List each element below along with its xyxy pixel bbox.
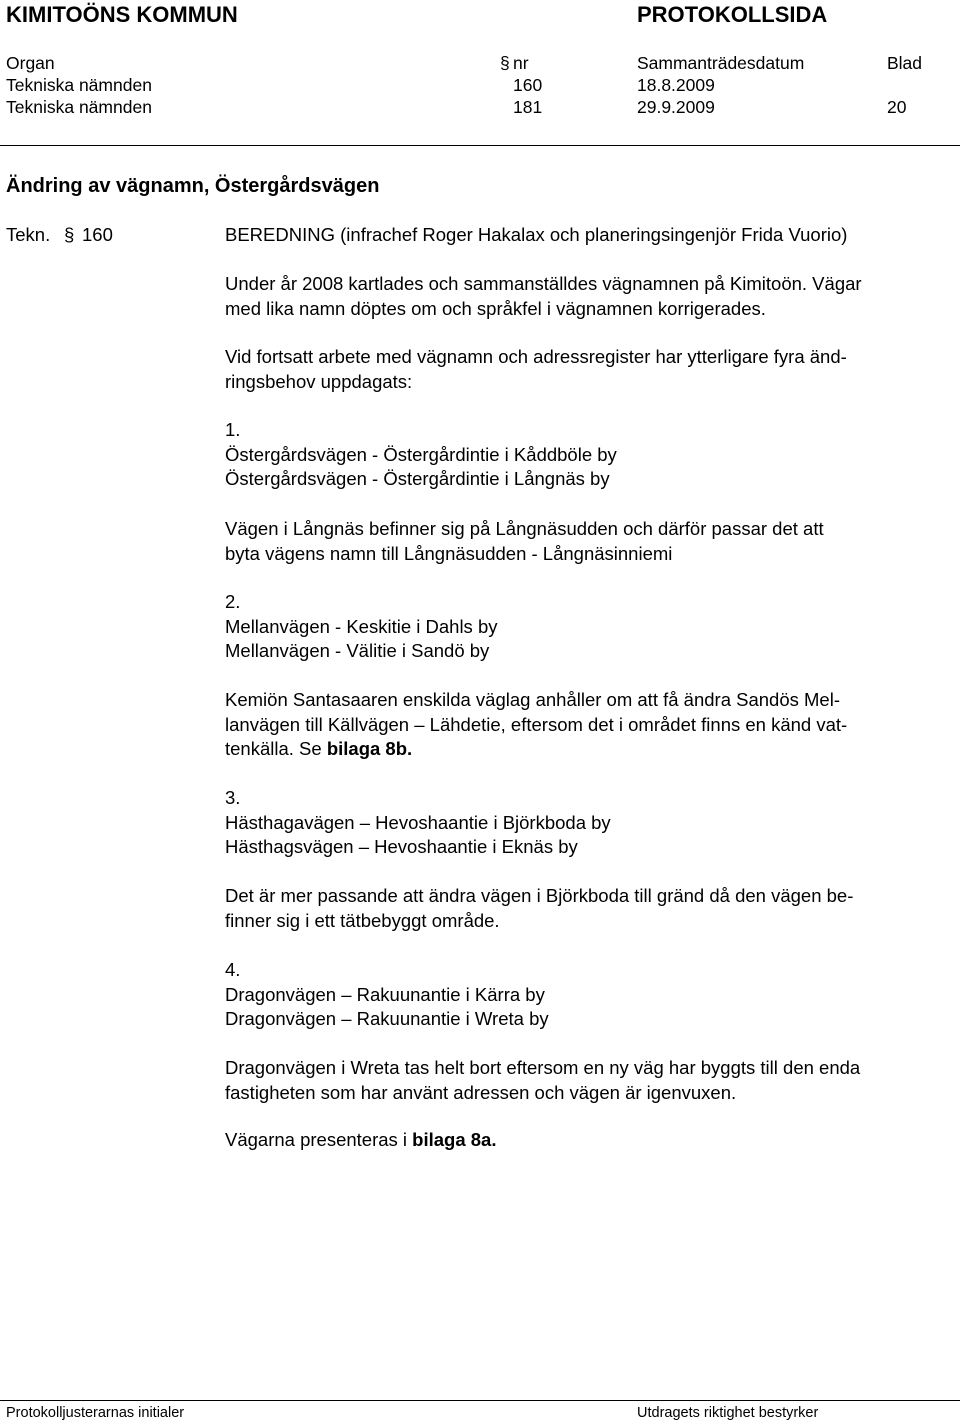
- closing-text: Vägarna presenteras i: [225, 1129, 413, 1150]
- item-name-2: Östergårdsvägen - Östergårdintie i Långnäs by: [225, 468, 610, 489]
- item-desc-1: Vägen i Långnäs befinner sig på Långnäsudden och därför passar det att: [225, 518, 824, 539]
- row-1-nr: 160: [513, 75, 543, 95]
- item-desc-1: Kemiön Santasaaren enskilda väglag anhåller om att få ändra Sandös Mel-: [225, 689, 840, 710]
- beredning-line: BEREDNING (infrachef Roger Hakalax och planeringsingenjör Frida Vuorio): [225, 224, 848, 245]
- item-number: 4.: [225, 959, 241, 980]
- item-1-description: [225, 517, 955, 566]
- item-desc-2: fastigheten som har använt adressen och vägen är igenvuxen.: [225, 1081, 737, 1103]
- item-4-description: [225, 1056, 955, 1105]
- ref-section-sign: §: [64, 224, 75, 245]
- item-number: 3.: [225, 787, 241, 808]
- intro-line-3: Vid fortsatt arbete med vägnamn och adressregister har ytterligare fyra änd-: [225, 346, 847, 367]
- item-name-1: Hästhagavägen – Hevoshaantie i Björkboda by: [225, 811, 611, 833]
- item-name-2: Dragonvägen – Rakuunantie i Wreta by: [225, 1008, 549, 1029]
- header-rule: [0, 145, 960, 146]
- col-nr-header: nr: [513, 53, 529, 73]
- closing-line: [225, 1128, 955, 1153]
- row-2-organ: Tekniska nämnden: [6, 97, 152, 117]
- intro-line-1: Under år 2008 kartlades och sammanställdes vägnamnen på Kimitoön. Vägar: [225, 273, 862, 294]
- row-2-date: 29.9.2009: [637, 97, 715, 117]
- footer-rule: [0, 1400, 960, 1401]
- item-name-2: Hästhagsvägen – Hevoshaantie i Eknäs by: [225, 836, 578, 857]
- ref-number: 160: [82, 224, 113, 245]
- municipality-name: KIMITOÖNS KOMMUN: [6, 2, 238, 27]
- col-organ-header: Organ: [6, 53, 55, 73]
- footer-certification-label: Utdragets riktighet bestyrker: [637, 1405, 819, 1421]
- intro-line-2: med lika namn döptes om och språkfel i vägnamnen korrigerades.: [225, 297, 766, 319]
- intro-paragraph-2: [225, 345, 955, 394]
- row-1-organ: Tekniska nämnden: [6, 75, 152, 95]
- item-name-2: Mellanvägen - Välitie i Sandö by: [225, 640, 490, 661]
- col-section-header: §: [500, 53, 510, 73]
- item-desc-1: Det är mer passande att ändra vägen i Björkboda till gränd då den vägen be-: [225, 885, 854, 906]
- intro-line-4: ringsbehov uppdagats:: [225, 370, 413, 392]
- item-desc-2: lanvägen till Källvägen – Lähdetie, eftersom det i området finns en känd vat-: [225, 713, 848, 735]
- item-number: 2.: [225, 591, 241, 612]
- attachment-ref-8a: bilaga 8a.: [412, 1129, 497, 1150]
- item-name-1: Östergårdsvägen - Östergårdintie i Kåddböle by: [225, 443, 617, 465]
- col-page-header: Blad: [887, 53, 923, 73]
- closing-paragraph: [225, 1128, 955, 1153]
- item-desc-2: finner sig i ett tätbebyggt område.: [225, 909, 500, 931]
- attachment-ref-8b: bilaga 8b.: [326, 738, 413, 759]
- row-2-page: 20: [887, 97, 907, 117]
- ref-label: Tekn.: [6, 224, 51, 245]
- row-1-date: 18.8.2009: [637, 75, 715, 95]
- item-name-1: Dragonvägen – Rakuunantie i Kärra by: [225, 983, 545, 1005]
- item-desc-2: byta vägens namn till Långnäsudden - Långnäsinniemi: [225, 542, 673, 564]
- item-2-description: [225, 688, 955, 762]
- item-desc-3: [225, 737, 955, 762]
- row-2-nr: 181: [513, 97, 543, 117]
- footer-initials-label: Protokolljusterarnas initialer: [6, 1405, 185, 1421]
- list-item-1: [225, 418, 955, 492]
- list-item-4: [225, 958, 955, 1032]
- page-title: Ändring av vägnamn, Östergårdsvägen: [6, 175, 380, 197]
- col-date-header: Sammanträdesdatum: [637, 53, 805, 73]
- list-item-2: [225, 590, 955, 664]
- document-type: PROTOKOLLSIDA: [637, 2, 828, 27]
- item-desc-3-text: tenkälla. Se: [225, 738, 327, 759]
- item-desc-1: Dragonvägen i Wreta tas helt bort eftersom en ny väg har byggts till den enda: [225, 1057, 861, 1078]
- item-name-1: Mellanvägen - Keskitie i Dahls by: [225, 615, 498, 637]
- item-number: 1.: [225, 419, 241, 440]
- list-item-3: [225, 786, 955, 860]
- item-3-description: [225, 884, 955, 933]
- intro-paragraph: [225, 272, 955, 321]
